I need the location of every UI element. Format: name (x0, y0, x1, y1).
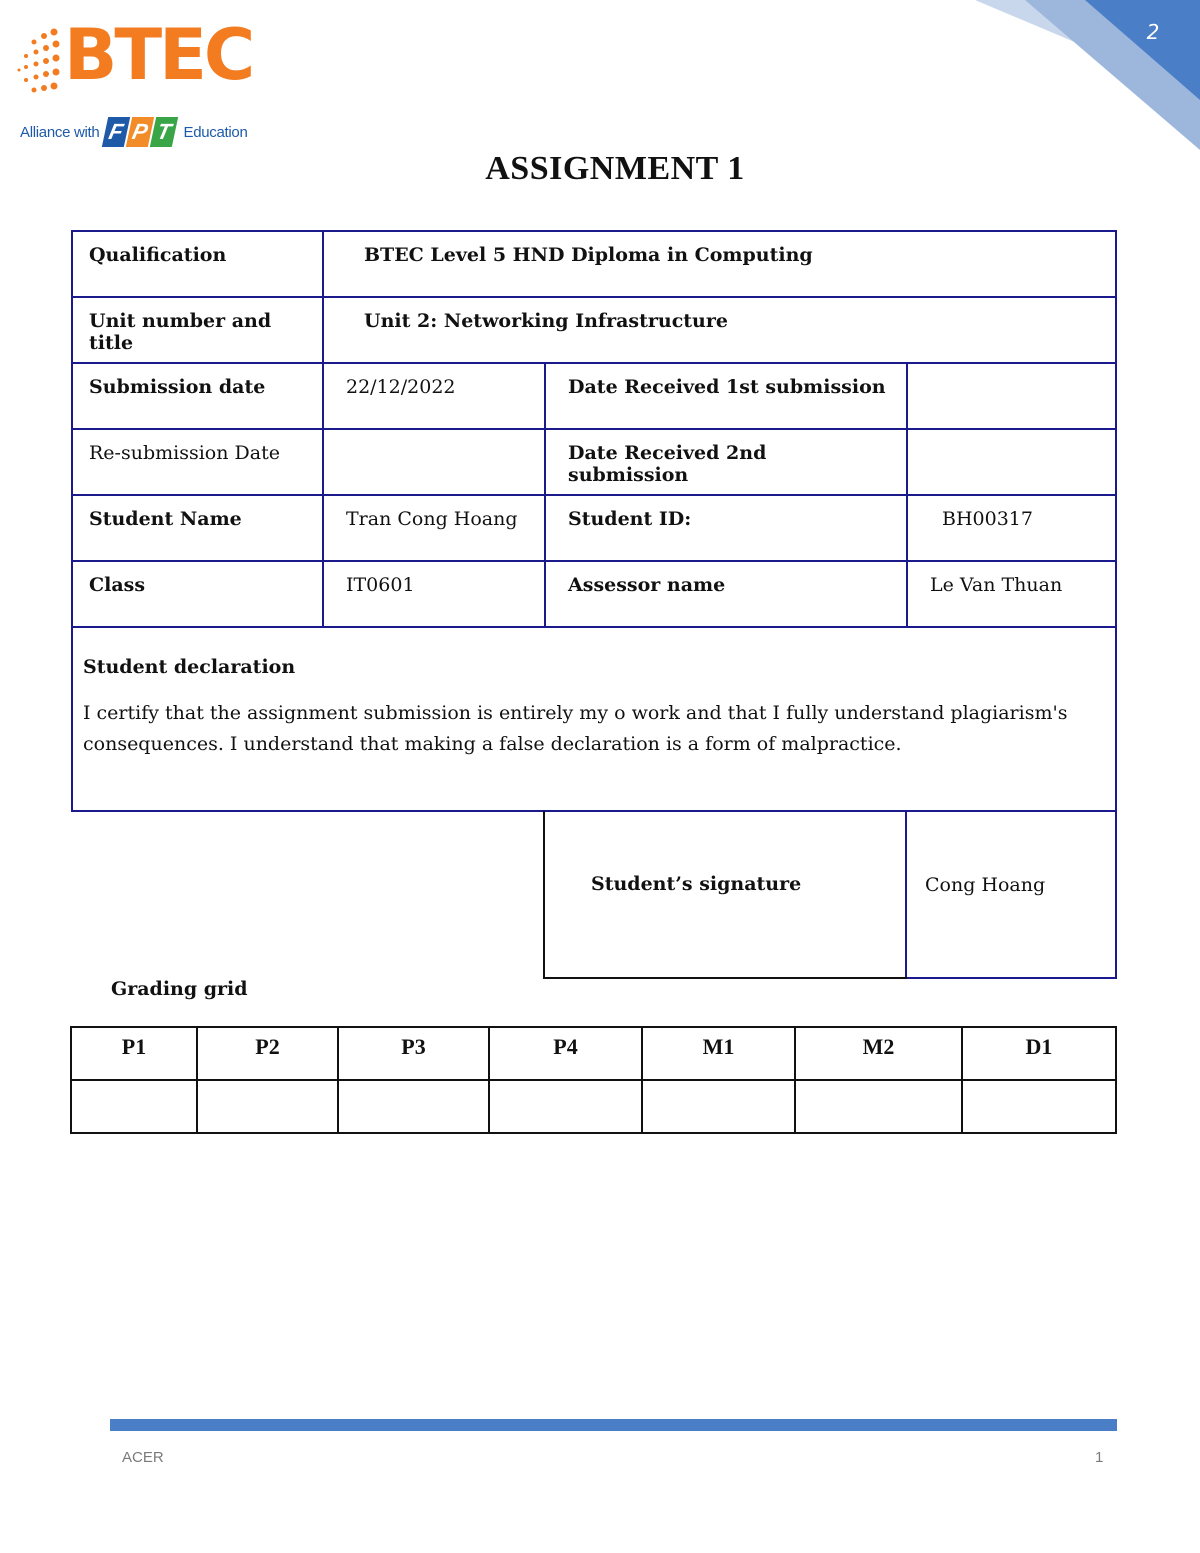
grade-value-p3 (338, 1080, 489, 1133)
fpt-logo (105, 117, 177, 147)
grading-grid-label: Grading grid (111, 978, 248, 1000)
assignment-info-table (71, 230, 1117, 812)
declaration-cell (72, 627, 1116, 811)
date-received-2-value (907, 429, 1116, 495)
alliance-text: Alliance with (20, 123, 100, 141)
footer-divider (110, 1419, 1117, 1431)
corner-page-number: 2 (1146, 20, 1160, 44)
corner-decoration (975, 0, 1200, 160)
declaration-title: Student declaration (83, 656, 296, 678)
page-title: ASSIGNMENT 1 (485, 150, 745, 187)
unit-value: Unit 2: Networking Infrastructure (323, 297, 1116, 363)
resubmission-label: Re-submission Date (72, 429, 323, 495)
table-row (72, 363, 1116, 429)
qualification-label: Qualification (72, 231, 323, 297)
grade-value-d1 (962, 1080, 1116, 1133)
signature-value: Cong Hoang (906, 811, 1116, 978)
grade-header-m1: M1 (642, 1027, 795, 1080)
qualification-value: BTEC Level 5 HND Diploma in Computing (323, 231, 1116, 297)
grade-header-row (71, 1027, 1116, 1080)
btec-logo (8, 8, 253, 150)
unit-label: Unit number and title (72, 297, 323, 363)
grade-header-p4: P4 (489, 1027, 642, 1080)
date-received-2-label: Date Received 2nd submission (545, 429, 907, 495)
table-row (72, 561, 1116, 627)
declaration-text: I certify that the assignment submission is entirely my o work and that I fully understand plagiarism's consequences. I understand that making a false declaration is a form of malpractice. (83, 702, 1068, 755)
grade-value-p2 (197, 1080, 338, 1133)
grade-header-p3: P3 (338, 1027, 489, 1080)
grade-value-m2 (795, 1080, 962, 1133)
education-text: Education (183, 123, 248, 141)
grade-header-p2: P2 (197, 1027, 338, 1080)
table-row (72, 429, 1116, 495)
submission-date-label: Submission date (72, 363, 323, 429)
grade-header-m2: M2 (795, 1027, 962, 1080)
footer-page-number: 1 (1095, 1449, 1104, 1466)
signature-table (543, 810, 1117, 979)
grade-header-d1: D1 (962, 1027, 1116, 1080)
table-row (72, 495, 1116, 561)
submission-date-value: 22/12/2022 (323, 363, 545, 429)
grade-value-p1 (71, 1080, 197, 1133)
assessor-value: Le Van Thuan (907, 561, 1116, 627)
grade-value-m1 (642, 1080, 795, 1133)
assessor-label: Assessor name (545, 561, 907, 627)
grade-value-p4 (489, 1080, 642, 1133)
class-label: Class (72, 561, 323, 627)
class-value: IT0601 (323, 561, 545, 627)
date-received-1-value (907, 363, 1116, 429)
btec-wordmark: BTEC (64, 14, 253, 96)
student-name-label: Student Name (72, 495, 323, 561)
table-row (72, 627, 1116, 811)
grade-header-p1: P1 (71, 1027, 197, 1080)
alliance-line (20, 112, 248, 152)
table-row (72, 231, 1116, 297)
student-id-value: BH00317 (907, 495, 1116, 561)
student-name-value: Tran Cong Hoang (323, 495, 545, 561)
fpt-letter-f: F (102, 117, 130, 147)
resubmission-value (323, 429, 545, 495)
logo-dots-icon (16, 26, 66, 96)
table-row (544, 811, 1116, 978)
fpt-letter-t: T (150, 117, 178, 147)
student-id-label: Student ID: (545, 495, 907, 561)
footer-author: ACER (122, 1449, 164, 1466)
fpt-letter-p: P (126, 117, 154, 147)
grade-value-row (71, 1080, 1116, 1133)
grading-grid (70, 1026, 1117, 1134)
table-row (72, 297, 1116, 363)
date-received-1-label: Date Received 1st submission (545, 363, 907, 429)
signature-label: Student’s signature (544, 811, 906, 978)
